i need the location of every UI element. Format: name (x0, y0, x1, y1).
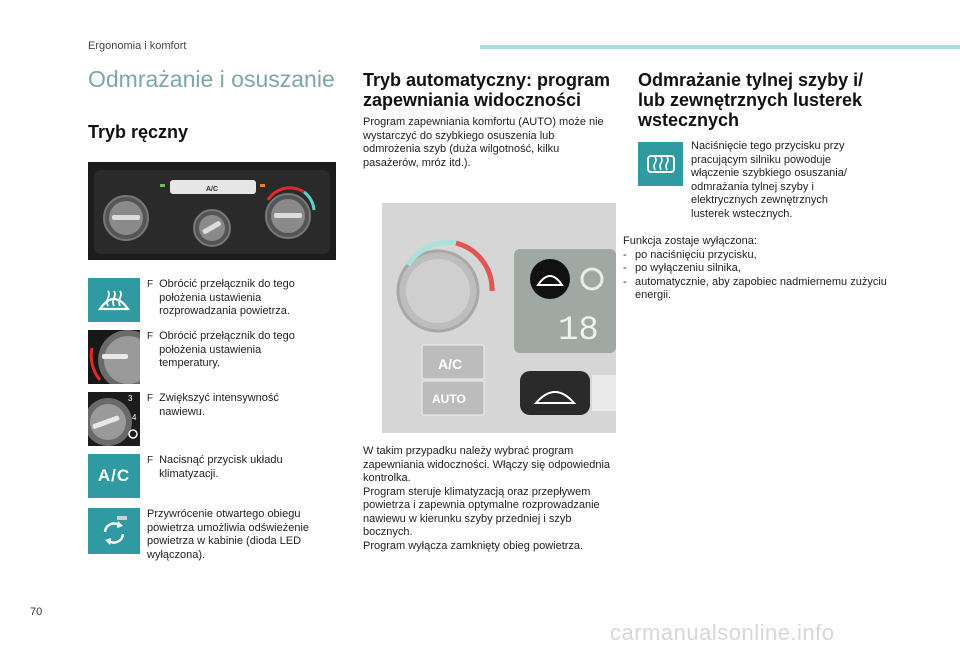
rear-icon-text: Naciśnięcie tego przycisku przy pracującym silniku powoduje włączenie szybkiego osuszania/ odmrażania tylnej szyby i elektrycznych zewnętrznych lusterek wstecznych. (691, 140, 847, 220)
manual-item-text (147, 278, 317, 319)
ac-button-icon: A/C (88, 454, 140, 498)
temperature-display: 18 (558, 312, 599, 350)
manual-item-text (147, 392, 317, 419)
fan-dial-icon (88, 392, 140, 446)
auto-heading (363, 70, 623, 110)
bullet: F (147, 331, 154, 342)
bullet: F (147, 279, 154, 290)
auto-body (363, 445, 615, 553)
list-item-text: po wyłączeniu silnika, (635, 262, 741, 274)
section-label: Ergonomia i komfort (88, 40, 187, 52)
header-bar (480, 45, 960, 49)
rear-off-list (623, 249, 903, 303)
rear-heading-line: Odmrażanie tylnej szyby i/ (638, 70, 864, 90)
manual-heading: Tryb ręczny (88, 122, 189, 142)
dash: - (623, 275, 627, 288)
item-description: Zwiększyć intensywność nawiewu. (159, 392, 279, 418)
manual-item-text (147, 330, 317, 371)
bullet: F (147, 393, 154, 404)
item-description: Obrócić przełącznik do tego położenia ustawienia rozprowadzania powietrza. (159, 278, 295, 317)
rear-heading-line: lub zewnętrznych lusterek (638, 90, 863, 110)
auto-panel-photo (382, 203, 616, 433)
control-panel-photo (88, 162, 336, 260)
control-panel-illustration (88, 162, 336, 260)
auto-body-paragraph: Program steruje klimatyzacją oraz przepływem powietrza i zapewnia optymalne rozprowadzanie nawiewu w kierunku szyby przedniej i szyb bocznych. (363, 485, 600, 538)
manual-item-text (147, 454, 317, 481)
svg-text:A/C: A/C (206, 186, 219, 193)
recirculation-icon (88, 508, 140, 554)
list-item (623, 249, 903, 263)
auto-heading-line: zapewniania widoczności (363, 90, 582, 110)
dial-number: 4 (132, 413, 137, 422)
rear-heading (638, 70, 898, 130)
rear-off-block (623, 235, 903, 303)
auto-intro: Program zapewniania komfortu (AUTO) może nie wystarczyć do szybkiego osuszenia lub odmrożenia szyb (duża wilgotność, kilku pasażerów, mróz itd.). (363, 116, 604, 169)
page-title: Odmrażanie i osuszanie (88, 66, 335, 92)
windscreen-vent-icon (88, 278, 140, 322)
bullet: F (147, 455, 154, 466)
auto-heading-line: Tryb automatyczny: program (363, 70, 611, 90)
dash: - (623, 262, 627, 274)
auto-panel-illustration (382, 203, 616, 433)
list-item (623, 262, 903, 276)
list-item (623, 276, 903, 303)
rear-demist-icon (638, 142, 683, 186)
recirculation-text: Przywrócenie otwartego obiegu powietrza umożliwia odświeżenie powietrza w kabinie (dioda LED wyłączona). (147, 508, 310, 561)
page-number: 70 (30, 606, 43, 618)
auto-body-paragraph: W takim przypadku należy wybrać program zapewniania widoczności. Włączy się odpowiednia kontrolka. (363, 445, 611, 484)
dial-number: 3 (128, 394, 133, 403)
auto-label: AUTO (432, 392, 466, 406)
item-description: Obrócić przełącznik do tego położenia ustawienia temperatury. (159, 330, 295, 369)
rear-heading-line: wstecznych (638, 110, 740, 130)
watermark: carmanualsonline.info (610, 620, 835, 645)
temperature-dial-icon (88, 330, 140, 384)
dash: - (623, 248, 627, 261)
list-item-text: automatycznie, aby zapobiec nadmiernemu zużyciu energii. (635, 275, 887, 301)
ac-label: A/C (438, 356, 463, 372)
rear-off-intro: Funkcja zostaje wyłączona: (623, 235, 757, 247)
list-item-text: po naciśnięciu przycisku, (635, 248, 757, 261)
item-description: Nacisnąć przycisk układu klimatyzacji. (159, 454, 283, 480)
auto-body-paragraph: Program wyłącza zamknięty obieg powietrza. (363, 539, 584, 552)
